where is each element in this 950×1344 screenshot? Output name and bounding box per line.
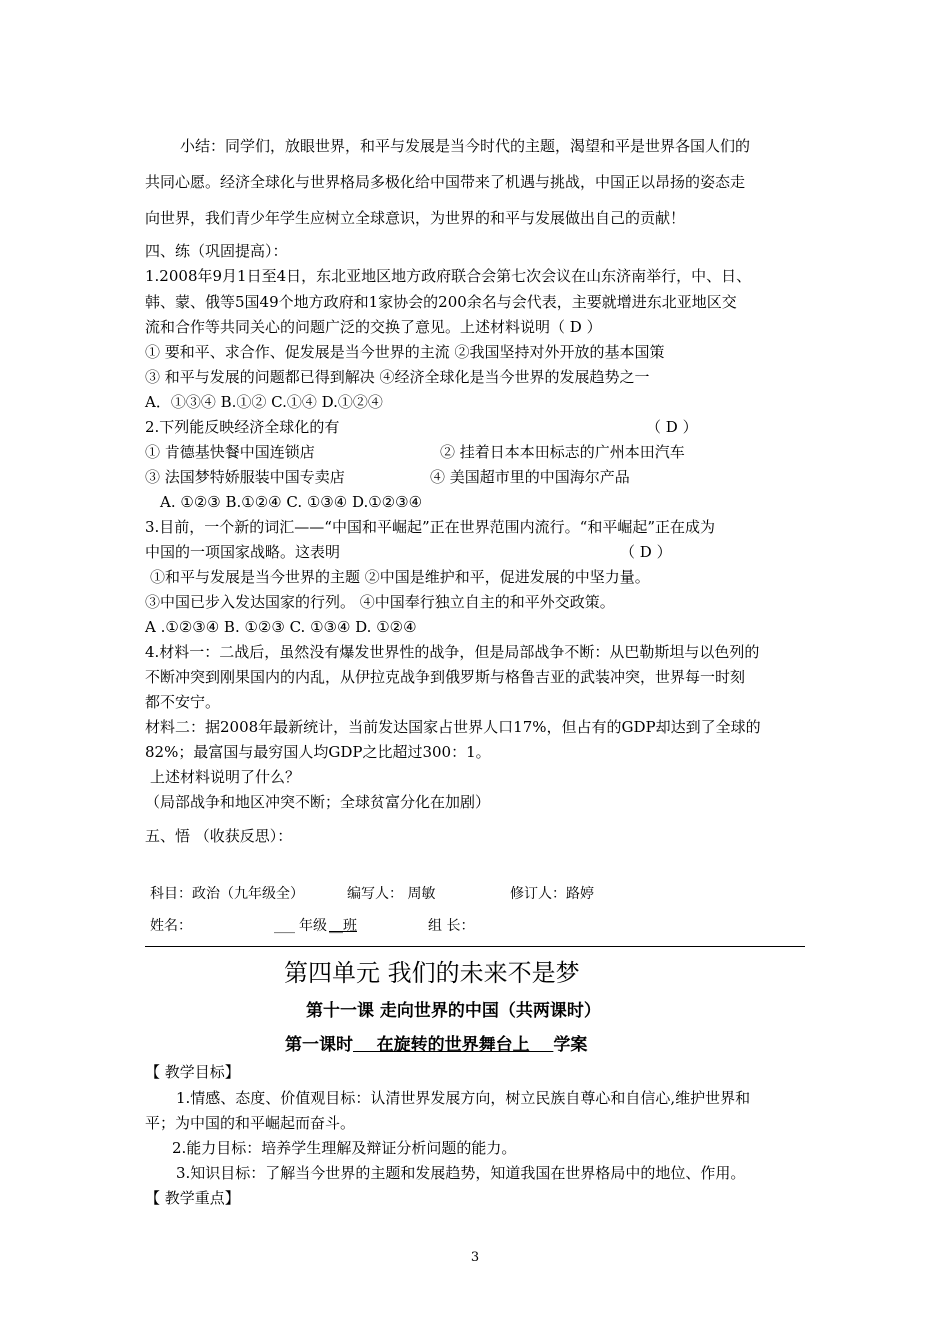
q4-answer: （局部战争和地区冲突不断；全球贫富分化在加剧） (145, 793, 491, 811)
goal-1-line-1: 1.情感、态度、价值观目标：认清世界发展方向，树立民族自尊心和自信心,维护世界和 (176, 1089, 751, 1107)
q1-line-2: 韩、蒙、俄等5国49个地方政府和1家协会的200余名与会代表，主要就增进东北亚地区交 (145, 293, 737, 311)
q3-answer: （ D ） (620, 543, 672, 561)
summary-line-1: 小结：同学们，放眼世界，和平与发展是当今时代的主题，渴望和平是世界各国人们的 (180, 137, 751, 155)
key-points-heading: 【 教学重点】 (145, 1189, 240, 1207)
summary-line-2: 共同心愿。经济全球化与世界格局多极化给中国带来了机遇与挑战，中国正以昂扬的姿态走 (145, 173, 746, 191)
q1-choices: A．①③④ B.①② C.①④ D.①②④ (145, 393, 383, 411)
goal-2: 2.能力目标：培养学生理解及辩证分析问题的能力。 (172, 1139, 517, 1157)
q4-line-5: 82%；最富国与最穷国人均GDP之比超过300：1。 (145, 743, 491, 761)
header-grade-blank: ___ (274, 918, 295, 934)
goal-1-line-2: 平；为中国的和平崛起而奋斗。 (145, 1114, 356, 1132)
q2-option-2: ② 挂着日本本田标志的广州本田汽车 (440, 443, 685, 461)
q1-option-2: ③ 和平与发展的问题都已得到解决 ④经济全球化是当今世界的发展趋势之一 (145, 368, 650, 386)
header-leader-label: 组 长： (428, 918, 475, 934)
header-subject: 科目：政治（九年级全） (150, 886, 304, 902)
goal-3: 3.知识目标：了解当今世界的主题和发展趋势，知道我国在世界格局中的地位、作用。 (176, 1164, 746, 1182)
header-grade-label: 年级 (299, 918, 327, 934)
q4-line-2: 不断冲突到刚果国内的内乱，从伊拉克战争到俄罗斯与格鲁吉亚的武装冲突，世界每一时刻 (145, 668, 746, 686)
reflection-heading: 五、悟 （收获反思）： (145, 827, 293, 845)
period-prefix: 第一课时 (285, 1035, 353, 1055)
page-number: 3 (470, 1250, 480, 1265)
q3-option-2: ③中国已步入发达国家的行列。 ④中国奉行独立自主的和平外交政策。 (145, 593, 615, 611)
header-reviser: 修订人：路婷 (510, 886, 594, 902)
q2-answer: （ D ） (646, 418, 698, 436)
header-class-blank: __班 (329, 918, 357, 934)
q3-option-1: ①和平与发展是当今世界的主题 ②中国是维护和平，促进发展的中坚力量。 (150, 568, 650, 586)
q3-line-1: 3.目前，一个新的词汇——“中国和平崛起”正在世界范围内流行。“和平崛起”正在成为 (145, 518, 715, 536)
q4-line-4: 材料二：据2008年最新统计，当前发达国家占世界人口17%，但占有的GDP却达到了全球的 (145, 718, 761, 736)
q3-choices: A .①②③④ B. ①②③ C. ①③④ D. ①②④ (145, 618, 417, 636)
summary-line-3: 向世界，我们青少年学生应树立全球意识，为世界的和平与发展做出自己的贡献！ (145, 209, 686, 227)
period-suffix: 学案 (553, 1035, 588, 1055)
q2-choices: A. ①②③ B.①②④ C. ①③④ D.①②③④ (160, 493, 423, 511)
q2-option-3: ③ 法国梦特娇服装中国专卖店 (145, 468, 345, 486)
lesson-title: 第十一课 走向世界的中国（共两课时） (306, 1001, 601, 1021)
q2-stem: 2.下列能反映经济全球化的有 (145, 418, 340, 436)
period-topic: 在旋转的世界舞台上 (353, 1035, 554, 1055)
q1-line-3: 流和合作等共同关心的问题广泛的交换了意见。上述材料说明（ D ） (145, 318, 602, 336)
practice-heading: 四、练（巩固提高）： (145, 242, 288, 260)
header-name-label: 姓名： (150, 918, 192, 934)
q4-line-3: 都不安宁。 (145, 693, 221, 711)
q4-question: 上述材料说明了什么？ (150, 768, 301, 786)
unit-title: 第四单元 我们的未来不是梦 (284, 959, 580, 987)
q3-line-2: 中国的一项国家战略。这表明 (145, 543, 341, 561)
q2-option-4: ④ 美国超市里的中国海尔产品 (430, 468, 630, 486)
q4-line-1: 4.材料一：二战后，虽然没有爆发世界性的战争，但是局部战争不断：从巴勒斯坦与以色列的 (145, 643, 760, 661)
goals-heading: 【 教学目标】 (145, 1063, 240, 1081)
q1-option-1: ① 要和平、求合作、促发展是当今世界的主流 ②我国坚持对外开放的基本国策 (145, 343, 665, 361)
q1-line-1: 1.2008年9月1日至4日，东北亚地区地方政府联合会第七次会议在山东济南举行，中、日、 (145, 267, 752, 285)
q2-option-1: ① 肯德基快餐中国连锁店 (145, 443, 315, 461)
header-rule (145, 946, 805, 947)
header-writer: 编写人： 周敏 (347, 886, 436, 902)
period-title (285, 1032, 587, 1058)
